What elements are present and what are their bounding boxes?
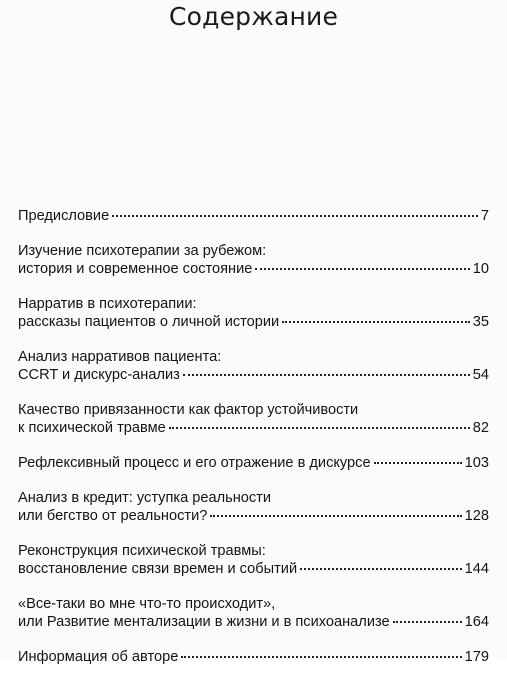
- toc-entry-title: рассказы пациентов о личной истории: [18, 314, 280, 330]
- toc-entry-title: к психической травме: [18, 420, 166, 436]
- toc-entry: [18, 348, 489, 384]
- toc-entry: [18, 595, 489, 631]
- toc-entry-title: Нарратив в психотерапии:: [18, 296, 197, 312]
- toc-entry-title: восстановление связи времен и событий: [18, 561, 298, 577]
- toc-entry-title: Анализ нарративов пациента:: [18, 349, 222, 365]
- dot-leader: [282, 321, 470, 323]
- toc-entry-title: Качество привязанности как фактор устойчивости: [18, 402, 359, 418]
- toc-entry-page: 10: [472, 261, 489, 277]
- toc-entry: [18, 648, 489, 666]
- toc-entry-title: Анализ в кредит: уступка реальности: [18, 490, 272, 506]
- toc-entry-title: CCRT и дискурс-анализ: [18, 367, 180, 383]
- toc-entry-page: 7: [480, 208, 489, 224]
- toc-entry: [18, 295, 489, 331]
- toc-entry-title: Предисловие: [18, 208, 110, 224]
- toc-entry-title: история и современное состояние: [18, 261, 253, 277]
- toc-entry-title: Рефлексивный процесс и его отражение в дискурсе: [18, 455, 371, 471]
- toc-entry-page: 179: [464, 649, 489, 665]
- toc-entry-page: 82: [472, 420, 489, 436]
- dot-leader: [300, 568, 462, 570]
- toc-entry: [18, 542, 489, 578]
- toc-entry-title: или Развитие ментализации в жизни и в психоанализе: [18, 614, 390, 630]
- dot-leader: [210, 515, 461, 517]
- dot-leader: [183, 374, 470, 376]
- dot-leader: [169, 427, 470, 429]
- toc-entry-page: 35: [472, 314, 489, 330]
- toc-entry-title: или бегство от реальности?: [18, 508, 208, 524]
- toc-entry: [18, 454, 489, 472]
- toc-entry: [18, 242, 489, 278]
- toc-entry-page: 54: [472, 367, 489, 383]
- page-title: Содержание: [168, 2, 339, 31]
- dot-leader: [255, 268, 469, 270]
- toc-entry-title: Информация об авторе: [18, 649, 179, 665]
- toc-entry: [18, 401, 489, 437]
- toc-entry-title: Реконструкция психической травмы:: [18, 543, 266, 559]
- toc-entry-title: Изучение психотерапии за рубежом:: [18, 243, 267, 259]
- toc-entry-title: «Все-таки во мне что-то происходит»,: [18, 596, 276, 612]
- toc-entry-page: 103: [464, 455, 489, 471]
- dot-leader: [374, 462, 462, 464]
- dot-leader: [393, 621, 462, 623]
- table-of-contents: [18, 207, 489, 683]
- toc-entry: [18, 207, 489, 225]
- toc-entry-page: 128: [464, 508, 489, 524]
- toc-entry-page: 144: [464, 561, 489, 577]
- dot-leader: [112, 215, 478, 217]
- toc-entry-page: 164: [464, 614, 489, 630]
- toc-entry: [18, 489, 489, 525]
